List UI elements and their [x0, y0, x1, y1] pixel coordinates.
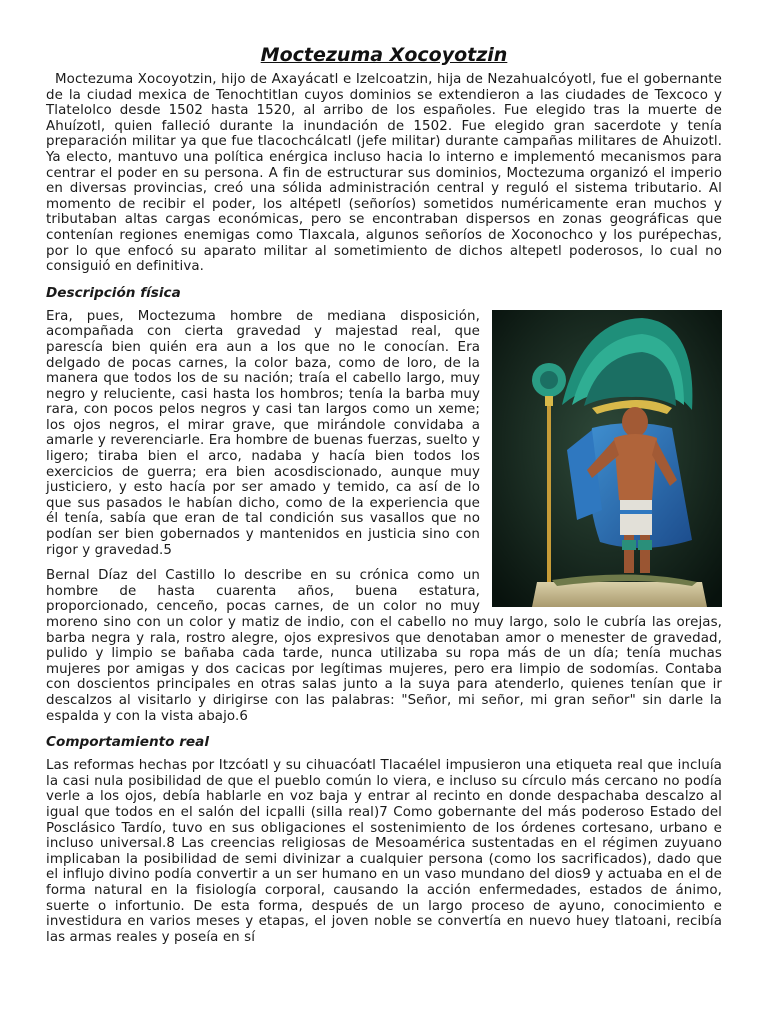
figurine-illustration: [492, 310, 722, 607]
document-title: Moctezuma Xocoyotzin: [260, 44, 508, 66]
paragraph-comportamiento-1: Las reformas hechas por Itzcóatl y su cihuacóatl Tlacaélel impusieron una etiqueta real que incluía la casi nula posibilidad de que el pueblo común lo viera, e incluso su círculo más cercano no podía verle a los ojos, debía hablarle en voz baja y entrar al recinto en donde despachaba descalzo al igual que todos en el salón del icpalli (silla real)7 Como gobernante del más poderoso Estado del Posclásico Tardío, tuvo en sus obligaciones el sostenimiento de los órdenes cortesano, urbano e incluso universal.8 Las creencias religiosas de Mesoamérica sustentadas en el régimen zuyuano implicaban la posibilidad de semi divinizar a cualquier persona (como los sacrificados), dado que el influjo divino podía convertir a un ser humano en un vaso mundano del dios9 y actuaba en el de forma natural en la fisiología corporal, causando la acción enfermedades, estados de ánimo, suerte o infortunio. De esta forma, después de un largo proceso de ayuno, conocimiento e investidura en varios meses y etapas, el joven noble se convertía en nuevo huey tlatoani, recibía las armas reales y poseía en sí: [46, 758, 722, 945]
paragraph-descripcion-1: Era, pues, Moctezuma hombre de mediana disposición, acompañada con cierta gravedad y majestad real, que parescía bien quién era aun a los que no le conocían. Era delgado de pocas carnes, la color baza, como de loro, de la manera que todos los de su nación; traía el cabello largo, muy negro y reluciente, casi hasta los hombros; tenía la barba muy rara, con pocos pelos negros y casi tan largos como un xeme; los ojos negros, el mirar grave, que mirándole convidaba a amarle y reverenciarle. Era hombre de buenas fuerzas, suelto y ligero; tiraba bien el arco, nadaba y hacía bien todos los exercicios de guerra; era bien acosdiscionado, aunque muy justiciero, y esto hacía por ser amado y temido, ca así de lo que sus pasados le habían dicho, como de la experiencia que él tenía, sabía que eran de tal condición sus vasallos que no podían ser bien gobernados y mantenidos en justicia sino con rigor y gravedad.5: [46, 308, 480, 558]
paragraph-descripcion-2: Bernal Díaz del Castillo lo describe en su crónica como un hombre de hasta cuarenta años, buena estatura, proporcionado, cenceño, pocas carnes, de un color no muy moreno sino con un color y matiz de indio, con el cabello no muy largo, solo le cubría las orejas, barba negra y rala, rostro alegre, ojos expresivos que denotaban amor o menester de gravedad, pulido y limpio se bañaba cada tarde, nunca utilizaba su ropa más de un día; tenía muchas mujeres por amigas y dos cacicas por legítimas mujeres, pero era limpio de sodomías. Contaba con doscientos principales en otras salas junto a la suya para atenderlo, quienes tenían que ir descalzos al visitarlo y dirigirse con las palabras: "Señor, mi señor, mi gran señor" sin darle la espalda y con la vista abajo.6: [46, 568, 722, 724]
moctezuma-figurine-image: [492, 310, 722, 607]
intro-paragraph: Moctezuma Xocoyotzin, hijo de Axayácatl e Izelcoatzin, hija de Nezahualcóyotl, fue el gobernante de la ciudad mexica de Tenochtitlan cuyos dominios se extendieron a las ciudades de Texcoco y Tlatelolco desde 1502 hasta 1520, al arribo de los españoles. Fue elegido tras la muerte de Ahuízotl, quien falleció durante la inundación de 1502. Fue elegido gran sacerdote y tenía preparación militar ya que fue tlacochcálcatl (jefe militar) durante campañas militares de Ahuizotl. Ya electo, mantuvo una política enérgica incluso hacia lo interno e implementó mecanismos para centrar el poder en su persona. A fin de estructurar sus dominios, Moctezuma organizó el imperio en diversas provincias, creó una sólida administración central y reguló el sistema tributario. Al momento de recibir el poder, los altépetl (señoríos) sometidos numéricamente eran muchos y tributaban altas cargas económicas, pero se encontraban dispersos en zonas geográficas que contenían regiones enemigas como Tlaxcala, algunos señoríos de Xoconochco y los purépechas, por lo que enfocó su aparato militar al sometimiento de dichos altepetl poderosos, lo cual no consiguió en definitiva.: [46, 72, 722, 275]
section-heading-descripcion-fisica: Descripción física: [46, 284, 181, 301]
section-heading-comportamiento-real: Comportamiento real: [46, 734, 209, 751]
